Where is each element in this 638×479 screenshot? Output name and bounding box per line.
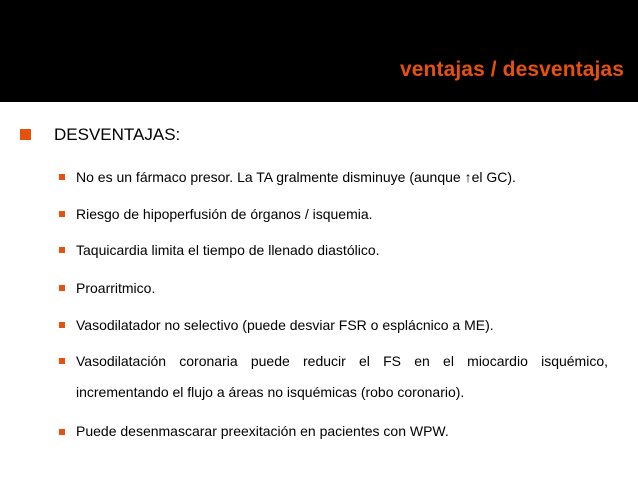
list-bullet (59, 174, 65, 180)
level1-bullet (20, 129, 31, 140)
list-bullet (59, 429, 65, 435)
list-bullet (59, 211, 65, 217)
list-bullet (59, 322, 65, 328)
title-bar (0, 0, 638, 102)
list-item-text: Proarritmico. (76, 280, 156, 296)
list-item-text: No es un fármaco presor. La TA gralmente disminuye (aunque ↑el GC). (76, 169, 516, 185)
list-item-text: Taquicardia limita el tiempo de llenado diastólico. (76, 242, 380, 258)
list-bullet (59, 247, 65, 253)
list-item-text: Riesgo de hipoperfusión de órganos / isquemia. (76, 206, 373, 222)
section-heading: DESVENTAJAS: (54, 125, 181, 144)
list-item-text: Vasodilatador no selectivo (puede desviar FSR o esplácnico a ME). (76, 317, 494, 333)
list-bullet (59, 285, 65, 291)
list-bullet (59, 358, 65, 364)
list-item-text: Vasodilatación coronaria puede reducir el FS en el miocardio isquémico, incrementando el flujo a áreas no isquémicas (robo coronario). (76, 353, 608, 400)
list-item-text: Puede desenmascarar preexitación en pacientes con WPW. (76, 423, 449, 439)
slide-title: ventajas / desventajas (400, 58, 624, 81)
